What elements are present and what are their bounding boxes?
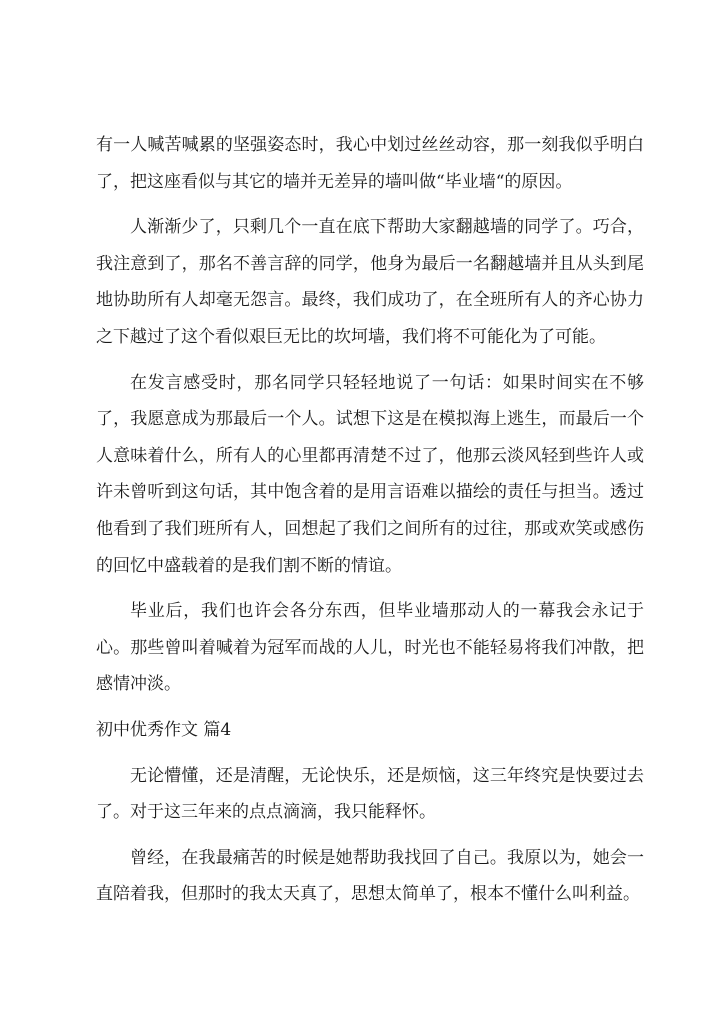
paragraph-6: 曾经，在我最痛苦的时候是她帮助我找回了自己。我原以为，她会一直陪着我，但那时的我太天真了，思想太简单了，根本不懂什么叫利益。	[96, 847, 644, 905]
paragraph-4: 毕业后，我们也许会各分东西，但毕业墙那动人的一幕我会永记于心。那些曾叫着喊着为冠军而战的人儿，时光也不能轻易将我们冲散，把感情冲淡。	[96, 601, 644, 695]
paragraph-5: 无论懵懂，还是清醒，无论快乐，还是烦恼，这三年终究是快要过去了。对于这三年来的点点滴滴，我只能释怀。	[96, 765, 644, 823]
document-body	[96, 127, 644, 922]
section-heading: 初中优秀作文 篇4	[96, 719, 232, 740]
paragraph-2: 人渐渐少了，只剩几个一直在底下帮助大家翻越墙的同学了。巧合，我注意到了，那名不善言辞的同学，他身为最后一名翻越墙并且从头到尾地协助所有人却毫无怨言。最终，我们成功了，在全班所有人的齐心协力之下越过了这个看似艰巨无比的坎坷墙，我们将不可能化为了可能。	[96, 217, 644, 347]
paragraph-1: 有一人喊苦喊累的坚强姿态时，我心中划过丝丝动容，那一刻我似乎明白了，把这座看似与其它的墙并无差异的墙叫做“毕业墙“的原因。	[96, 135, 644, 192]
paragraph-3: 在发言感受时，那名同学只轻轻地说了一句话：如果时间实在不够了，我愿意成为那最后一个人。试想下这是在模拟海上逃生，而最后一个人意味着什么，所有人的心里都再清楚不过了，他那云淡风轻到些许人或许未曾听到这句话，其中饱含着的是用言语难以描绘的责任与担当。透过他看到了我们班所有人，回想起了我们之间所有的过往，那或欢笑或感伤的回忆中盛载着的是我们割不断的情谊。	[96, 372, 644, 576]
